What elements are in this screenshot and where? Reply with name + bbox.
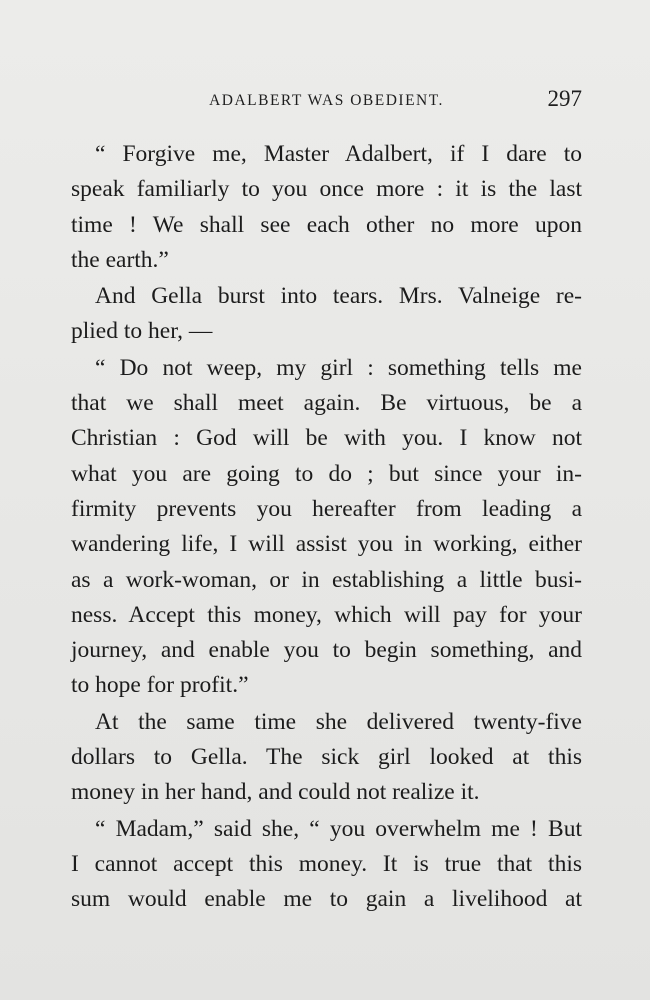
text-line: that we shall meet again. Be virtuous, be a xyxy=(71,390,582,417)
body-text xyxy=(71,137,582,919)
text-line: ness. Accept this money, which will pay for your xyxy=(71,601,582,628)
text-line: Christian : God will be with you. I know not xyxy=(71,425,582,452)
text-line: speak familiarly to you once more : it is the last xyxy=(71,176,582,203)
text-line: sum would enable me to gain a livelihood at xyxy=(71,886,582,913)
page-number: 297 xyxy=(547,86,582,111)
text-line: “ Forgive me, Master Adalbert, if I dare to xyxy=(95,141,582,167)
text-line: And Gella burst into tears. Mrs. Valneige re- xyxy=(95,283,582,310)
text-line: journey, and enable you to begin something, and xyxy=(71,637,582,664)
text-line: firmity prevents you hereafter from leading a xyxy=(71,495,582,522)
text-line: wandering life, I will assist you in working, either xyxy=(71,531,582,558)
text-line: I cannot accept this money. It is true that this xyxy=(71,850,582,877)
running-header xyxy=(71,86,582,116)
paragraph xyxy=(71,279,582,350)
text-line: “ Do not weep, my girl : something tells me xyxy=(95,354,582,381)
text-line: to hope for profit.” xyxy=(71,672,249,699)
text-line: time ! We shall see each other no more upon xyxy=(71,211,582,238)
paragraph xyxy=(71,351,582,704)
text-line: money in her hand, and could not realize it. xyxy=(71,779,480,806)
text-line: At the same time she delivered twenty-five xyxy=(95,708,582,735)
paragraph xyxy=(71,705,582,811)
text-line: the earth.” xyxy=(71,246,169,273)
running-title: ADALBERT WAS OBEDIENT. xyxy=(209,92,444,109)
text-line: as a work-woman, or in establishing a little busi- xyxy=(71,566,582,593)
text-line: dollars to Gella. The sick girl looked at this xyxy=(71,744,582,771)
text-line: plied to her, — xyxy=(71,318,213,345)
text-line: “ Madam,” said she, “ you overwhelm me ! But xyxy=(95,815,582,842)
paragraph xyxy=(71,812,582,918)
paragraph xyxy=(71,137,582,278)
text-line: what you are going to do ; but since your in- xyxy=(71,460,582,487)
